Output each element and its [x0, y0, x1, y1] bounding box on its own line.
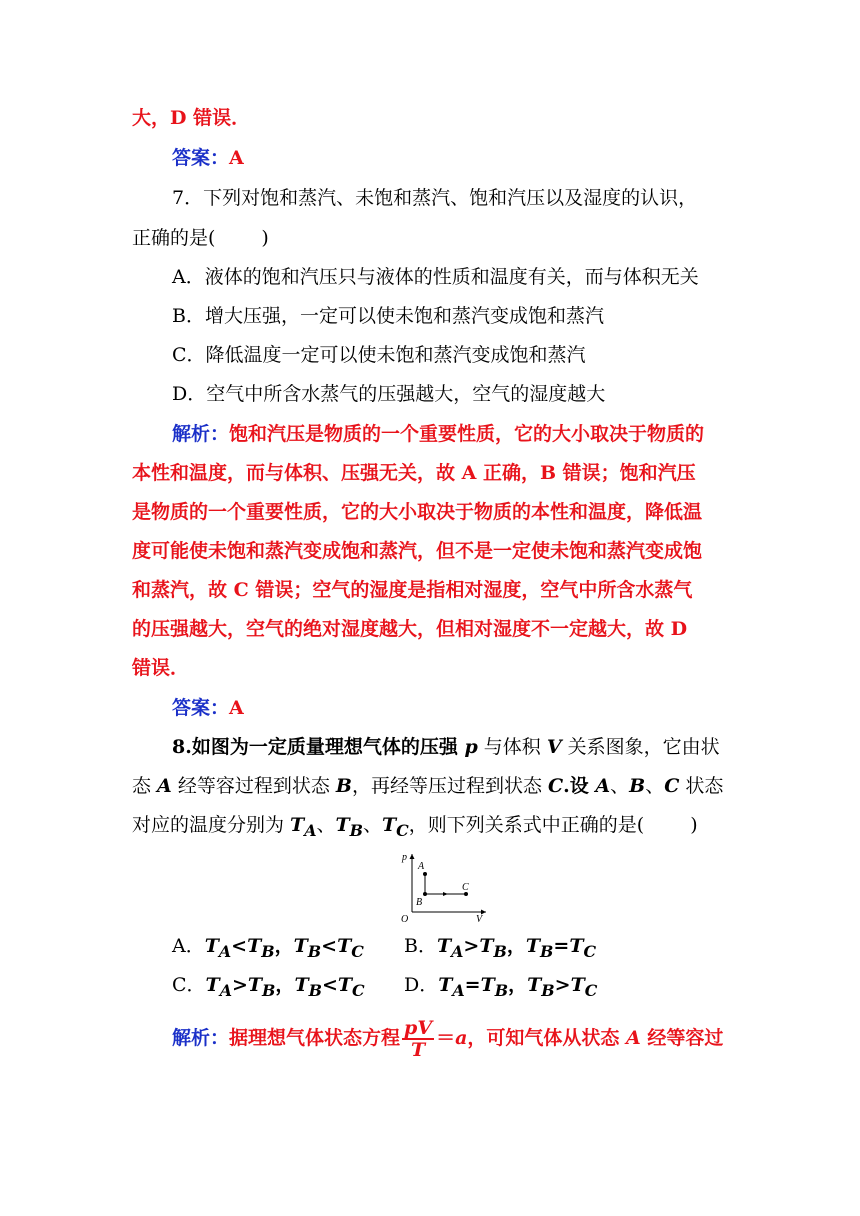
text: C．降低温度一定可以使未饱和蒸汽变成饱和蒸汽 — [172, 344, 586, 366]
options-row-2 — [172, 971, 365, 1005]
var-V: V — [546, 736, 562, 758]
text: B．增大压强，一定可以使未饱和蒸汽变成饱和蒸汽 — [172, 305, 604, 327]
option-7c — [172, 341, 586, 369]
option-d-label: D． — [404, 974, 439, 996]
answer-1 — [172, 144, 244, 172]
var-B: B — [629, 775, 646, 797]
text: 据理想气体状态方程 — [229, 1027, 401, 1049]
text: 与体积 — [477, 736, 547, 758]
text: D．空气中所含水蒸气的压强越大，空气的湿度越大 — [172, 383, 606, 405]
text: 、 — [363, 814, 383, 836]
text: 是物质的一个重要性质，它的大小取决于物质的本性和温度，降低温 — [132, 501, 703, 523]
answer-label: 答案： — [172, 697, 230, 719]
option-c-label: C． — [172, 974, 206, 996]
question-8-stem-3 — [132, 811, 698, 845]
options-row-1 — [172, 932, 364, 966]
var-A: A — [595, 775, 611, 797]
question-7-stem — [172, 184, 697, 212]
explanation-7-line-6 — [132, 615, 687, 643]
explanation-7-line-2 — [132, 459, 696, 487]
var-B: B — [335, 775, 352, 797]
explanation-label: 解析： — [172, 1027, 230, 1049]
var-p: p — [464, 736, 478, 758]
option-7d — [172, 380, 605, 408]
option-7a — [172, 263, 699, 291]
text: 度可能使未饱和蒸汽变成饱和蒸汽，但不是一定使未饱和蒸汽变成饱 — [132, 540, 703, 562]
var-C: C — [664, 775, 680, 797]
text: 、 — [610, 775, 630, 797]
text: ，可知气体从状态 — [467, 1027, 627, 1049]
text: 饱和汽压是物质的一个重要性质，它的大小取决于物质的 — [229, 423, 705, 445]
text: 对应的温度分别为 — [132, 814, 291, 836]
option-d — [404, 971, 597, 1005]
var-A: A — [157, 775, 172, 797]
text: ，再经等压过程到状态 — [351, 775, 548, 797]
text: 、 — [316, 814, 336, 836]
option-b — [404, 932, 596, 966]
explanation-7-line-4 — [132, 537, 702, 565]
option-a-expr: $T_A<T_B$，$T_B<T_C$ — [204, 935, 364, 961]
fraction-pv-over-t: $\frac{pV}{T}$ — [404, 1017, 433, 1061]
option-7b — [172, 302, 604, 330]
text: 大，D 错误． — [132, 107, 251, 129]
answer-value: A — [229, 147, 244, 169]
text: 态 — [132, 775, 158, 797]
text: A．液体的饱和汽压只与液体的性质和温度有关，而与体积无关 — [172, 266, 699, 288]
prev-explanation-end — [132, 104, 250, 132]
question-8-stem-1 — [172, 733, 720, 761]
origin-label: O — [401, 914, 409, 922]
option-d-expr: $T_A=T_B$，$T_B>T_C$ — [438, 974, 598, 1000]
text: ) — [261, 227, 269, 249]
p-axis-arrow — [410, 854, 415, 859]
text: 状态 — [679, 775, 724, 797]
text: .设 — [563, 775, 596, 797]
v-label: V — [476, 914, 483, 922]
answer-2 — [172, 694, 244, 722]
text: 、 — [645, 775, 665, 797]
explanation-8-line-1 — [172, 1016, 723, 1060]
answer-value: A — [229, 697, 244, 719]
text: 本性和温度，而与体积、压强无关，故 A 正确，B 错误；饱和汽压 — [132, 462, 696, 484]
text: 关系图象，它由状 — [561, 736, 720, 758]
label-a: A — [418, 861, 425, 872]
text: ，则下列关系式中正确的是( — [408, 814, 645, 836]
text: ) — [690, 814, 698, 836]
option-c-expr: $T_A>T_B$，$T_B<T_C$ — [205, 974, 365, 1000]
explanation-7-line-1 — [172, 420, 704, 448]
text: 和蒸汽，故 C 错误；空气的湿度是指相对湿度，空气中所含水蒸气 — [132, 579, 693, 601]
explanation-7-line-3 — [132, 498, 702, 526]
text: 8.如图为一定质量理想气体的压强 — [172, 736, 465, 758]
text: 7．下列对饱和蒸汽、未饱和蒸汽、饱和汽压以及湿度的认识， — [172, 187, 698, 209]
var-a: a — [455, 1027, 468, 1049]
point-b — [423, 892, 427, 896]
p-label: p — [402, 852, 407, 863]
explanation-7-line-7 — [132, 654, 189, 682]
text: ＝ — [436, 1027, 456, 1049]
explanation-label: 解析： — [172, 423, 230, 445]
text: 经等容过程到状态 — [171, 775, 336, 797]
option-b-label: B． — [404, 935, 437, 957]
option-a-label: A． — [172, 935, 205, 957]
option-b-expr: $T_A>T_B$，$T_B=T_C$ — [436, 935, 597, 961]
var-A: A — [626, 1027, 641, 1049]
point-a — [423, 872, 427, 876]
label-c: C — [462, 882, 469, 893]
question-8-stem-2 — [132, 772, 723, 800]
temp-TC: $T_C$ — [382, 814, 409, 840]
temp-TA: $T_A$ — [290, 814, 317, 840]
text: 经等容过 — [640, 1027, 724, 1049]
text: 错误． — [132, 657, 190, 679]
text: 正确的是( — [132, 227, 216, 249]
label-b: B — [416, 897, 423, 908]
isobaric-arrow — [443, 892, 448, 896]
var-C: C — [548, 775, 564, 797]
text: 的压强越大，空气的绝对湿度越大，但相对湿度不一定越大，故 D — [132, 618, 688, 640]
answer-label: 答案： — [172, 147, 230, 169]
pv-diagram — [398, 850, 490, 922]
explanation-7-line-5 — [132, 576, 692, 604]
question-7-stem-2 — [132, 224, 269, 252]
temp-TB: $T_B$ — [335, 814, 364, 840]
